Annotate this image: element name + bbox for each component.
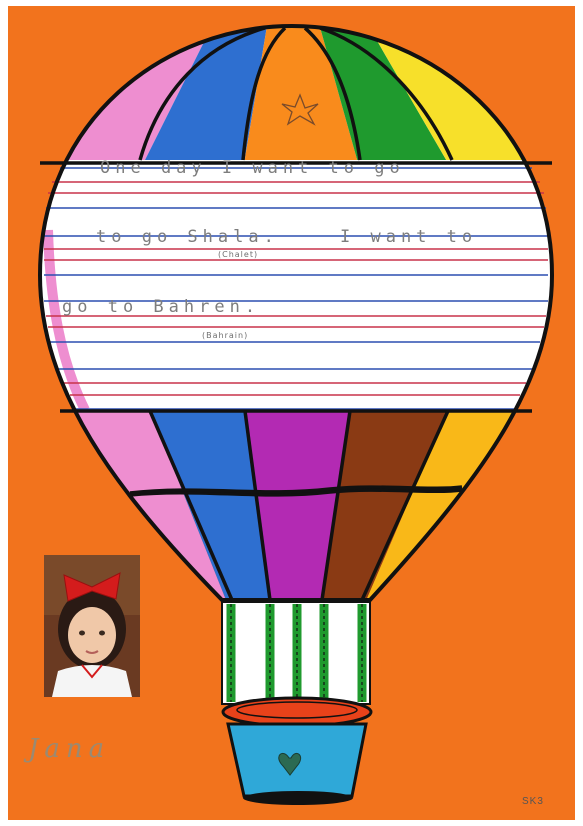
writing-line-3: go to Bahren. bbox=[62, 297, 261, 317]
basket-ropes bbox=[222, 602, 370, 704]
writing-note-bahrain: (Bahrain) bbox=[202, 331, 249, 340]
writing-line-1: One day I want to go bbox=[100, 158, 405, 178]
writing-line-2b: I want to bbox=[340, 227, 478, 247]
writing-note-chalet: (Chalet) bbox=[218, 250, 259, 259]
child-photo bbox=[44, 555, 140, 697]
writing-band bbox=[30, 160, 560, 410]
writing-line-2a: to go Shala. bbox=[96, 227, 279, 247]
child-name: Jana bbox=[28, 734, 111, 764]
class-code: SK3 bbox=[522, 796, 544, 807]
